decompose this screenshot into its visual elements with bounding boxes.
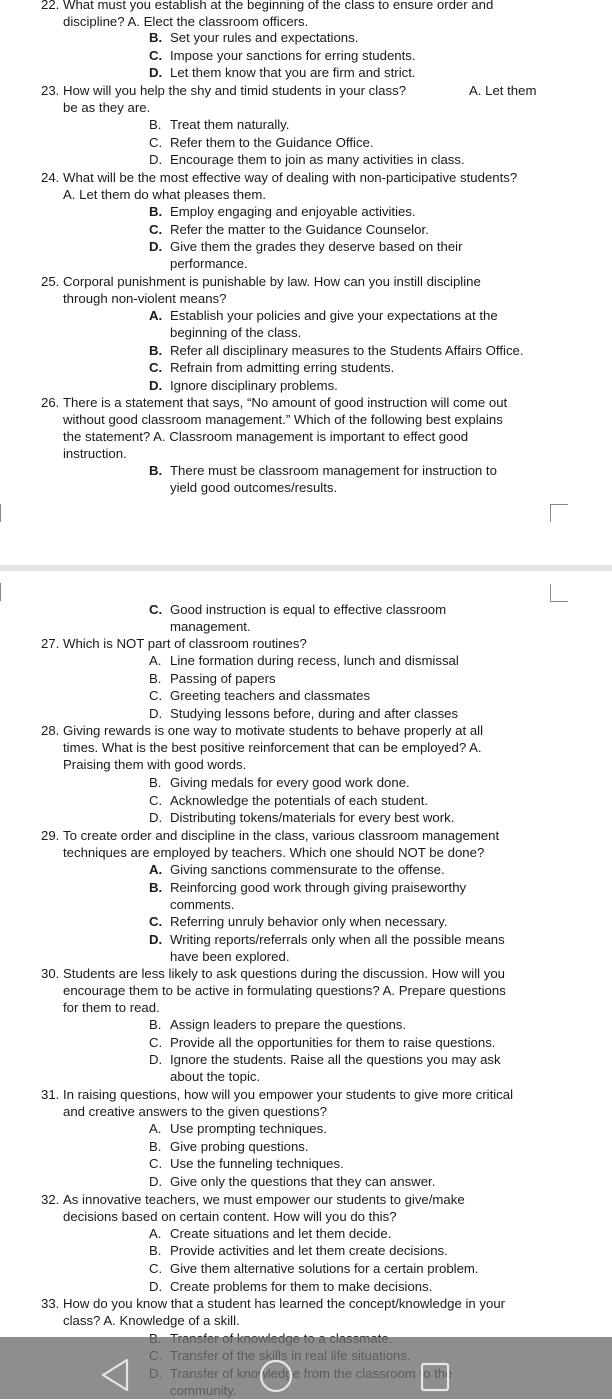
question-28: [41, 723, 571, 774]
question-24: [41, 170, 571, 204]
option-b: [149, 117, 549, 134]
option-letter: D.: [149, 706, 163, 721]
option-text: yield good outcomes/results.: [170, 479, 338, 495]
question-number: 29.: [41, 828, 60, 843]
option-letter: A.: [149, 1226, 162, 1241]
option-text: Give probing questions.: [170, 1139, 309, 1154]
option-text: Ignore the students. Raise all the questions you may ask: [170, 1052, 501, 1067]
question-33: [41, 1296, 571, 1330]
option-text: Good instruction is equal to effective classroom: [170, 602, 447, 617]
option-d: [149, 706, 549, 723]
option-letter: C.: [149, 360, 163, 375]
question-25: [41, 274, 571, 308]
option-text: Ignore disciplinary problems.: [170, 378, 338, 393]
option-letter: A.: [149, 1121, 162, 1136]
option-b: [149, 463, 549, 497]
question-text-line: Which is NOT part of classroom routines?: [63, 636, 307, 651]
option-letter: C.: [149, 222, 163, 237]
option-text: management.: [170, 618, 251, 634]
question-text-line: through non-violent means?: [63, 290, 227, 306]
crop-mark: [550, 504, 568, 522]
option-text: Passing of papers: [170, 671, 276, 686]
option-text: Acknowledge the potentials of each student.: [170, 793, 429, 808]
question-text-line: Giving rewards is one way to motivate students to behave properly at all: [63, 723, 484, 738]
option-letter: B.: [149, 671, 162, 686]
question-text-line: times. What is the best positive reinforcement that can be employed? A.: [63, 739, 482, 755]
question-30: [41, 966, 571, 1017]
option-b: [149, 343, 549, 360]
option-letter: A.: [149, 862, 163, 877]
option-text: Refer all disciplinary measures to the Students Affairs Office.: [170, 343, 524, 358]
page-separator: [0, 565, 612, 571]
option-text: Giving sanctions commensurate to the offense.: [170, 862, 445, 877]
option-letter: C.: [149, 1261, 163, 1276]
option-d: [149, 1174, 549, 1191]
option-letter: D.: [149, 1174, 163, 1189]
page-edge-mark: [0, 583, 1, 601]
crop-mark: [550, 584, 568, 602]
option-b: [149, 204, 549, 221]
option-c: [149, 1156, 549, 1173]
option-letter: A.: [149, 653, 162, 668]
option-letter: D.: [149, 65, 163, 80]
option-c: [149, 602, 549, 636]
option-letter: B.: [149, 343, 163, 358]
option-text: Refer the matter to the Guidance Counselor.: [170, 222, 429, 237]
option-c: [149, 135, 549, 152]
question-text-line: techniques are employed by teachers. Which one should NOT be done?: [63, 844, 485, 860]
question-text-line: How do you know that a student has learned the concept/knowledge in your: [63, 1296, 506, 1311]
question-31: [41, 1087, 571, 1121]
question-text-line: Students are less likely to ask questions during the discussion. How will you: [63, 966, 506, 981]
option-text: Let them know that you are firm and strict.: [170, 65, 416, 80]
option-b: [149, 1017, 549, 1034]
option-text: Provide all the opportunities for them to raise questions.: [170, 1035, 496, 1050]
option-d: [149, 932, 549, 966]
question-text-line: discipline? A. Elect the classroom officers.: [63, 13, 309, 29]
option-letter: D.: [149, 152, 163, 167]
option-letter: A.: [149, 308, 163, 323]
question-text-line: be as they are.: [63, 99, 151, 115]
option-letter: B.: [149, 204, 163, 219]
option-text: about the topic.: [170, 1068, 261, 1084]
question-number: 25.: [41, 274, 60, 289]
question-text-line: Corporal punishment is punishable by law. How can you instill discipline: [63, 274, 481, 289]
option-text: Assign leaders to prepare the questions.: [170, 1017, 407, 1032]
option-text: Give them alternative solutions for a certain problem.: [170, 1261, 479, 1276]
option-letter: B.: [149, 880, 163, 895]
question-text-line: encourage them to be active in formulating questions? A. Prepare questions: [63, 982, 506, 998]
option-a: [149, 308, 549, 342]
question-text-line: A. Let them do what pleases them.: [63, 186, 267, 202]
option-d: [149, 810, 549, 827]
option-letter: B.: [149, 463, 163, 478]
question-text-line: the statement? A. Classroom management is important to effect good: [63, 428, 469, 444]
option-text: Establish your policies and give your expectations at the: [170, 308, 498, 323]
option-b: [149, 1243, 549, 1260]
option-letter: C.: [149, 1035, 163, 1050]
option-b: [149, 671, 549, 688]
question-text-line: As innovative teachers, we must empower our students to give/make: [63, 1192, 465, 1207]
question-number: 22.: [41, 0, 60, 12]
question-text-line: class? A. Knowledge of a skill.: [63, 1312, 240, 1328]
option-text: There must be classroom management for instruction to: [170, 463, 497, 478]
option-b: [149, 880, 549, 914]
question-29: [41, 828, 571, 862]
question-text-tail: A. Let them: [469, 83, 537, 98]
question-number: 32.: [41, 1192, 60, 1207]
option-c: [149, 688, 549, 705]
option-a: [149, 1121, 549, 1138]
question-number: 23.: [41, 83, 60, 98]
option-letter: C.: [149, 793, 163, 808]
option-text: Referring unruly behavior only when necessary.: [170, 914, 448, 929]
question-23: [41, 83, 571, 117]
question-text-line: In raising questions, how will you empower your students to give more critical: [63, 1087, 514, 1102]
question-text-line: What will be the most effective way of dealing with non-participative students?: [63, 170, 518, 185]
option-letter: C.: [149, 1156, 163, 1171]
question-number: 31.: [41, 1087, 60, 1102]
question-text-line: decisions based on certain content. How will you do this?: [63, 1208, 397, 1224]
option-letter: B.: [149, 775, 162, 790]
option-text: Writing reports/referrals only when all the possible means: [170, 932, 505, 947]
home-icon[interactable]: [258, 1358, 294, 1394]
option-letter: B.: [149, 1017, 162, 1032]
option-c: [149, 793, 549, 810]
question-number: 26.: [41, 395, 60, 410]
option-letter: B.: [149, 1243, 162, 1258]
question-number: 27.: [41, 636, 60, 651]
option-letter: B.: [149, 30, 163, 45]
option-b: [149, 1139, 549, 1156]
question-text-line: How will you help the shy and timid students in your class?: [63, 83, 407, 98]
question-number: 30.: [41, 966, 60, 981]
option-c: [149, 48, 549, 65]
option-text: Encourage them to join as many activities in class.: [170, 152, 465, 167]
option-text: Employ engaging and enjoyable activities.: [170, 204, 416, 219]
option-letter: B.: [149, 117, 162, 132]
option-text: Give them the grades they deserve based on their: [170, 239, 463, 254]
option-letter: D.: [149, 1279, 163, 1294]
option-letter: D.: [149, 1052, 163, 1067]
option-text: Studying lessons before, during and after classes: [170, 706, 459, 721]
option-text: Set your rules and expectations.: [170, 30, 359, 45]
question-text-line: Praising them with good words.: [63, 756, 247, 772]
option-a: [149, 862, 549, 879]
option-c: [149, 222, 549, 239]
question-text-line: for them to read.: [63, 999, 160, 1015]
option-text: Distributing tokens/materials for every best work.: [170, 810, 455, 825]
option-text: comments.: [170, 896, 235, 912]
option-text: Give only the questions that they can answer.: [170, 1174, 436, 1189]
question-number: 33.: [41, 1296, 60, 1311]
option-text: Use the funneling techniques.: [170, 1156, 344, 1171]
option-text: Create situations and let them decide.: [170, 1226, 392, 1241]
option-letter: D.: [149, 378, 163, 393]
option-text: Refrain from admitting erring students.: [170, 360, 395, 375]
option-d: [149, 65, 549, 82]
option-a: [149, 1226, 549, 1243]
option-c: [149, 1261, 549, 1278]
question-text-line: without good classroom management.” Which of the following best explains: [63, 411, 503, 427]
question-26: [41, 395, 571, 463]
question-32: [41, 1192, 571, 1226]
option-d: [149, 378, 549, 395]
option-letter: C.: [149, 914, 163, 929]
option-d: [149, 152, 549, 169]
option-letter: D.: [149, 239, 163, 254]
option-text: Impose your sanctions for erring students.: [170, 48, 416, 63]
question-text-line: What must you establish at the beginning of the class to ensure order and: [63, 0, 494, 12]
option-letter: B.: [149, 1139, 162, 1154]
option-text: Use prompting techniques.: [170, 1121, 327, 1136]
option-letter: D.: [149, 810, 163, 825]
option-text: Line formation during recess, lunch and dismissal: [170, 653, 459, 668]
option-letter: C.: [149, 48, 163, 63]
option-text: Create problems for them to make decisions.: [170, 1279, 433, 1294]
question-text-line: There is a statement that says, “No amount of good instruction will come out: [63, 395, 508, 410]
option-text: have been explored.: [170, 948, 290, 964]
option-text: Treat them naturally.: [170, 117, 290, 132]
option-d: [149, 1279, 549, 1296]
option-c: [149, 914, 549, 931]
option-text: performance.: [170, 255, 248, 271]
question-22: [41, 0, 571, 31]
question-number: 28.: [41, 723, 60, 738]
question-text-line: instruction.: [63, 445, 127, 461]
option-b: [149, 30, 549, 47]
option-text: Provide activities and let them create decisions.: [170, 1243, 448, 1258]
option-c: [149, 360, 549, 377]
option-text: Refer them to the Guidance Office.: [170, 135, 374, 150]
question-number: 24.: [41, 170, 60, 185]
navigation-bar: [0, 1337, 612, 1399]
option-letter: C.: [149, 602, 163, 617]
option-d: [149, 1052, 549, 1086]
option-text: Giving medals for every good work done.: [170, 775, 410, 790]
option-letter: C.: [149, 135, 163, 150]
recents-icon[interactable]: [419, 1361, 451, 1393]
option-a: [149, 653, 549, 670]
question-text-line: To create order and discipline in the class, various classroom management: [63, 828, 500, 843]
option-text: Greeting teachers and classmates: [170, 688, 371, 703]
question-27: [41, 636, 571, 653]
back-icon[interactable]: [99, 1357, 131, 1393]
option-text: Reinforcing good work through giving praiseworthy: [170, 880, 467, 895]
page-edge-mark: [0, 504, 1, 522]
option-letter: C.: [149, 688, 163, 703]
option-b: [149, 775, 549, 792]
option-d: [149, 239, 549, 273]
question-text-line: and creative answers to the given questions?: [63, 1103, 327, 1119]
option-text: beginning of the class.: [170, 324, 302, 340]
option-c: [149, 1035, 549, 1052]
option-letter: D.: [149, 932, 163, 947]
